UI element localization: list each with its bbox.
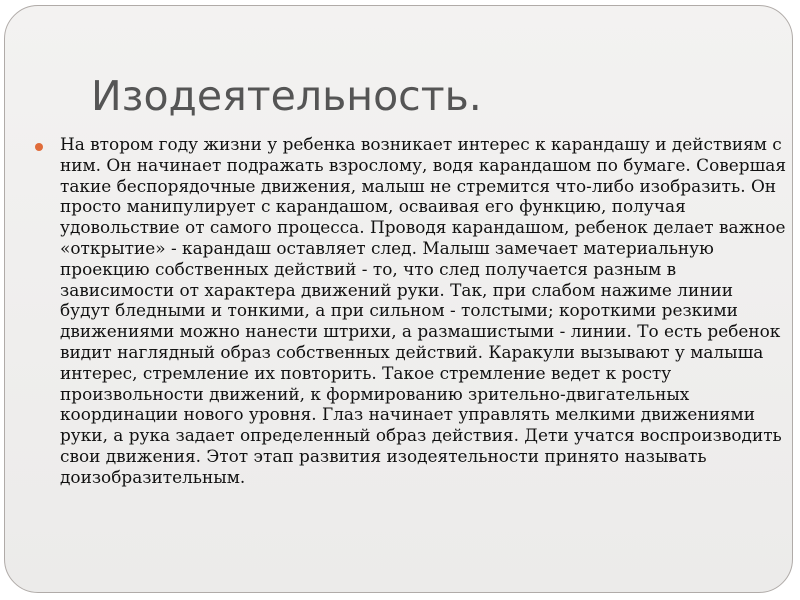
bullet-dot-icon [35,143,43,151]
bullet-item [35,134,787,488]
slide-frame [4,5,793,593]
bullet-text: На втором году жизни у ребенка возникает интерес к карандашу и действиям с ним. Он начинает подражать взрослому, водя карандашом по бумаге. Совершая такие беспорядочные движения, малыш не стремится что-либо изобразить. Он просто манипулирует с карандашом, осваивая его функцию, получая удовольствие от самого процесса. Проводя карандашом, ребенок делает важное «открытие» - карандаш оставляет след. Малыш замечает материальную проекцию собственных действий - то, что след получается разным в зависимости от характера движений руки. Так, при слабом нажиме линии будут бледными и тонкими, а при сильном - толстыми; короткими резкими движениями можно нанести штрихи, а размашистыми - линии. То есть ребенок видит наглядный образ собственных действий. Каракули вызывают у малыша интерес, стремление их повторить. Такое стремление ведет к росту произвольности движений, к формированию зрительно-двигательных координации нового уровня. Глаз начинает управлять мелкими движениями руки, а рука задает определенный образ действия. Дети учатся воспроизводить свои движения. Этот этап развития изодеятельности принято называть доизобразительным. [60,134,787,487]
bullet-list [35,134,787,488]
slide-title: Изодеятельность. [91,72,482,120]
